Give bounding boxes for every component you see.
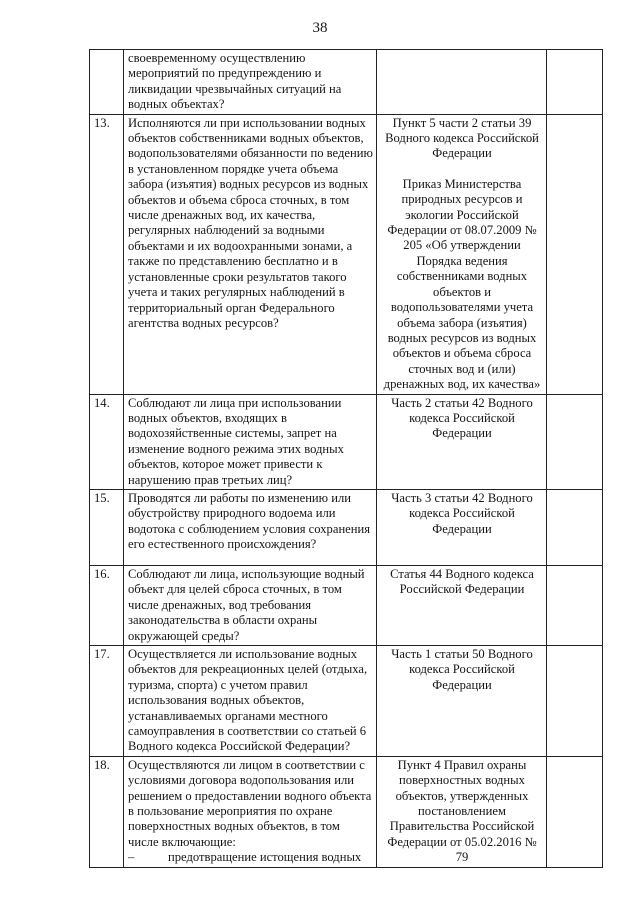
table-row xyxy=(90,50,603,115)
row-answer-cell xyxy=(547,646,603,757)
row-question xyxy=(124,756,377,867)
row-answer-cell xyxy=(547,489,603,565)
row-reference xyxy=(377,394,547,489)
legal-reference: Пункт 5 части 2 статьи 39 Водного кодекса Российской Федерации xyxy=(385,115,539,161)
table-row xyxy=(90,756,603,867)
row-question: Проводятся ли работы по изменению или обустройству природного водоема или водотока с соблюдением условия сохранения его естественного происхождения? xyxy=(124,489,377,565)
row-answer-cell xyxy=(547,50,603,115)
row-number: 18. xyxy=(90,756,124,867)
row-number: 15. xyxy=(90,489,124,565)
legal-reference: Часть 1 статьи 50 Водного кодекса Российской Федерации xyxy=(391,647,533,692)
page-number: 38 xyxy=(312,20,328,36)
table-row xyxy=(90,565,603,645)
checklist-table xyxy=(89,49,603,868)
row-answer-cell xyxy=(547,756,603,867)
row-number: 17. xyxy=(90,646,124,757)
row-number: 16. xyxy=(90,565,124,645)
row-reference xyxy=(377,489,547,565)
row-reference xyxy=(377,565,547,645)
row-reference xyxy=(377,756,547,867)
row-answer-cell xyxy=(547,114,603,394)
row-question: Осуществляется ли использование водных объектов для рекреационных целей (отдыха, туризма, спорта) с учетом правил использования водных объектов, устанавливаемых органами местного самоуправления в соответствии со статьей 6 Водного кодекса Российской Федерации? xyxy=(124,646,377,757)
row-reference xyxy=(377,50,547,115)
legal-reference: Статья 44 Водного кодекса Российской Федерации xyxy=(390,566,534,597)
row-number: 14. xyxy=(90,394,124,489)
row-answer-cell xyxy=(547,394,603,489)
table-row xyxy=(90,489,603,565)
legal-reference: Пункт 4 Правил охраны поверхностных водных объектов, утвержденных постановлением Правительства Российской Федерации от 05.02.2016 № 79 xyxy=(387,757,537,865)
row-subitem-text: предотвращение истощения водных xyxy=(168,850,362,865)
row-question: Исполняются ли при использовании водных объектов собственниками водных объектов, водопользователями обязанности по ведению в установленном порядке учета объема забора (изъятия) водных ресурсов из водных объектов и объема сброса сточных, в том числе дренажных вод, их качества, регулярных наблюдений за водными объектами и их водоохранными зонами, а также по представлению бесплатно и в установленные сроки результатов такого учета и таких регулярных наблюдений в территориальный орган Федерального агентства водных ресурсов? xyxy=(124,114,377,394)
row-number xyxy=(90,50,124,115)
table-row xyxy=(90,394,603,489)
row-question: Соблюдают ли лица при использовании водных объектов, входящих в водохозяйственные системы, запрет на изменение водного режима этих водных объектов, которое может привести к нарушению прав третьих лиц? xyxy=(124,394,377,489)
row-reference xyxy=(377,114,547,394)
legal-reference: Часть 2 статьи 42 Водного кодекса Российской Федерации xyxy=(391,395,533,441)
legal-reference: Часть 3 статьи 42 Водного кодекса Российской Федерации xyxy=(391,490,533,536)
row-number: 13. xyxy=(90,114,124,394)
row-question: своевременному осуществлению мероприятий по предупреждению и ликвидации чрезвычайных ситуаций на водных объектах? xyxy=(124,50,377,115)
legal-reference: Приказ Министерства природных ресурсов и экологии Российской Федерации от 08.07.2009 № 205 «Об утверждении Порядка ведения собственниками водных объектов и водопользователями учета объема забора (изъятия) водных ресурсов из водных объектов и объема сброса сточных вод и (или) дренажных вод, их качества» xyxy=(383,176,541,392)
row-question-text: Осуществляются ли лицом в соответствии с условиями договора водопользования или решением о предоставлении водного объекта в пользование мероприятия по охране поверхностных водных объектов, в том числе включающие: xyxy=(128,757,372,849)
table-row xyxy=(90,646,603,757)
list-dash: – xyxy=(128,850,135,865)
row-reference xyxy=(377,646,547,757)
row-answer-cell xyxy=(547,565,603,645)
table-row xyxy=(90,114,603,394)
row-question: Соблюдают ли лица, использующие водный объект для целей сброса сточных, в том числе дренажных, вод требования законодательства в области охраны окружающей среды? xyxy=(124,565,377,645)
